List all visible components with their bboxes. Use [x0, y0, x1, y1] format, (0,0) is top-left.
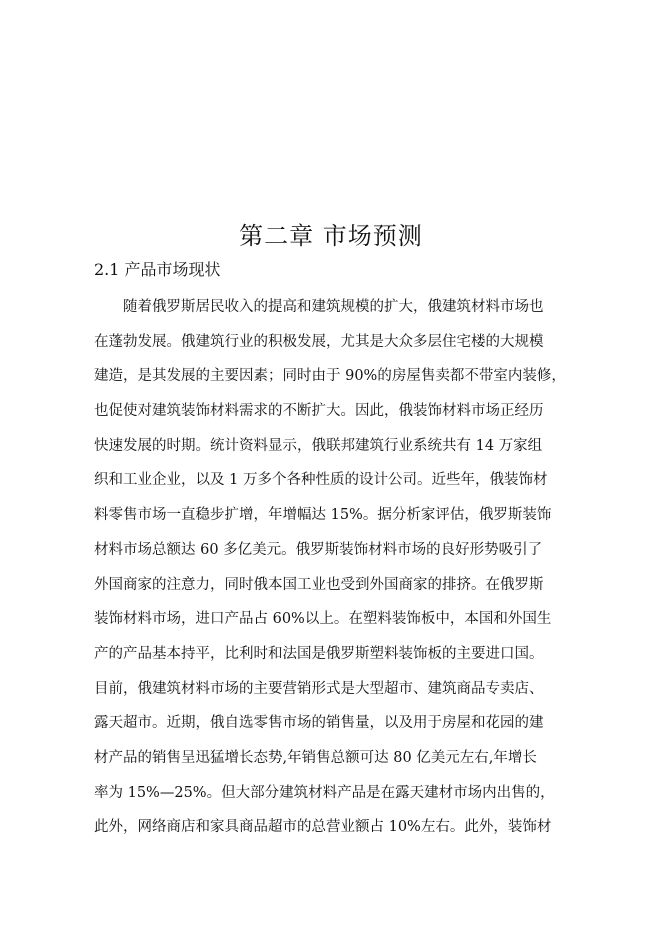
paragraph-line: 外国商家的注意力，同时俄本国工业也受到外国商家的排挤。在俄罗斯: [94, 576, 544, 593]
body-paragraph: [94, 290, 594, 845]
paragraph-line: 装饰材料市场，进口产品占 60%以上。在塑料装饰板中，本国和外国生: [94, 611, 552, 628]
paragraph-line: 建造，是其发展的主要因素；同时由于 90%的房屋售卖都不带室内装修，: [94, 368, 566, 385]
paragraph-line: 材产品的销售呈迅猛增长态势,年销售总额可达 80 亿美元左右,年增长: [94, 749, 537, 766]
section-heading: 2.1 产品市场现状: [94, 260, 221, 279]
paragraph-line: 产的产品基本持平，比利时和法国是俄罗斯塑料装饰板的主要进口国。: [94, 645, 544, 662]
paragraph-line: 露天超市。近期，俄自选零售市场的销售量，以及用于房屋和花园的建: [94, 715, 544, 732]
paragraph-line: 随着俄罗斯居民收入的提高和建筑规模的扩大，俄建筑材料市场也: [123, 299, 544, 315]
paragraph-line: 也促使对建筑装饰材料需求的不断扩大。因此，俄装饰材料市场正经历: [94, 403, 544, 420]
paragraph-line: 材料市场总额达 60 多亿美元。俄罗斯装饰材料市场的良好形势吸引了: [94, 541, 543, 558]
paragraph-line: 在蓬勃发展。俄建筑行业的积极发展，尤其是大众多层住宅楼的大规模: [94, 333, 544, 350]
paragraph-line: 快速发展的时期。统计资料显示，俄联邦建筑行业系统共有 14 万家组: [94, 437, 543, 454]
paragraph-line: 率为 15%—25%。但大部分建筑材料产品是在露天建材市场内出售的，: [94, 784, 555, 801]
paragraph-line: 织和工业企业，以及 1 万多个各种性质的设计公司。近些年，俄装饰材: [94, 472, 548, 489]
paragraph-line: 此外，网络商店和家具商品超市的总营业额占 10%左右。此外，装饰材: [94, 819, 552, 836]
paragraph-line: 料零售市场一直稳步扩增，年增幅达 15%。据分析家评估，俄罗斯装饰: [94, 507, 552, 524]
paragraph-line: 目前，俄建筑材料市场的主要营销形式是大型超市、建筑商品专卖店、: [94, 680, 544, 697]
chapter-title: 第二章 市场预测: [239, 222, 423, 250]
